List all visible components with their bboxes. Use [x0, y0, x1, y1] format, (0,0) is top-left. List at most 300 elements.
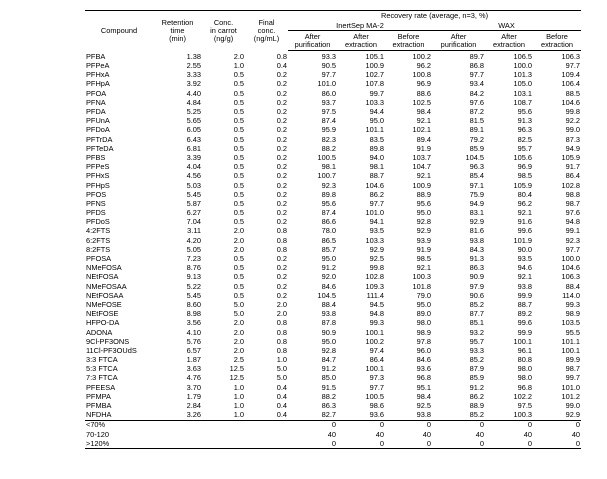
table-row [85, 51, 581, 62]
table-row [85, 181, 581, 190]
retention-time-cell: 5.45 [186, 290, 201, 300]
ma2-after-extraction-cell: 99.3 [369, 318, 384, 328]
summary-empty-cell [153, 420, 202, 430]
ma2-after-purification-cell: 91.2 [321, 263, 336, 273]
sub-label: purification [440, 39, 477, 49]
table-row [85, 364, 581, 373]
wax-after-extraction-cell: 100.1 [513, 336, 532, 346]
wax-after-extraction-cell: 96.3 [517, 125, 532, 135]
compound-cell: PFDoS [86, 217, 110, 227]
ma2-before-extraction-cell: 100.8 [412, 70, 431, 80]
ma2-after-purification-cell: 95.9 [321, 125, 336, 135]
compound-cell: NMeFOSA [86, 263, 122, 273]
final-conc-cell: 0.8 [276, 336, 287, 346]
conc-carrot-cell: 2.0 [233, 346, 244, 355]
ma2-after-extraction-cell: 104.6 [365, 180, 384, 190]
conc-carrot-cell: 2.0 [233, 51, 244, 61]
ma2-before-extraction-cell: 92.1 [416, 116, 431, 126]
subheader-ma2-before-extraction [385, 31, 432, 51]
retention-time-cell: 5.03 [186, 180, 201, 190]
wax-after-purification-cell: 85.9 [469, 373, 484, 383]
ma2-after-purification-cell: 92.3 [321, 180, 336, 190]
wax-after-purification-cell: 75.9 [469, 189, 484, 199]
compound-cell: PFBS [86, 153, 106, 162]
compound-cell: NEtFOSE [86, 309, 119, 319]
summary-empty-cell [245, 439, 288, 449]
wax-after-purification-cell: 93.4 [469, 79, 484, 89]
ma2-after-purification-cell: 93.7 [321, 97, 336, 107]
wax-before-extraction-cell: 92.9 [565, 410, 581, 420]
ma2-after-purification-cell: 84.6 [321, 281, 336, 291]
conc-carrot-cell: 0.5 [233, 199, 244, 208]
compound-cell: PFNA [86, 97, 106, 107]
summary-count-cell: 0 [337, 439, 385, 449]
table-row [85, 171, 581, 180]
table-row [85, 309, 581, 318]
table-row [85, 199, 581, 208]
compound-cell: PFTeDA [86, 143, 114, 153]
final-conc-cell: 0.2 [276, 162, 287, 172]
table-row [85, 116, 581, 125]
final-conc-cell: 0.2 [276, 281, 287, 291]
ma2-before-extraction-cell: 97.8 [416, 336, 431, 346]
compound-cell: 5:3 FTCA [86, 364, 118, 374]
final-conc-cell: 2.0 [276, 309, 287, 319]
retention-time-cell: 3.70 [186, 382, 201, 392]
wax-after-extraction-cell: 106.5 [513, 51, 532, 61]
ma2-after-extraction-cell: 102.8 [365, 272, 384, 282]
table-row [85, 236, 581, 245]
table-body [85, 51, 581, 449]
wax-after-purification-cell: 85.9 [469, 143, 484, 153]
retention-time-cell: 4.04 [186, 162, 201, 172]
wax-after-extraction-cell: 99.6 [517, 226, 532, 236]
ma2-after-extraction-cell: 97.7 [369, 382, 384, 392]
ma2-after-purification-cell: 88.2 [321, 391, 336, 401]
final-conc-cell: 0.2 [276, 171, 287, 181]
ma2-before-extraction-cell: 103.7 [412, 153, 431, 162]
summary-count-cell: 0 [432, 439, 485, 449]
header-conc-in-carrot [202, 11, 245, 51]
wax-after-extraction-cell: 95.6 [517, 107, 532, 117]
ma2-after-purification-cell: 86.0 [321, 88, 336, 98]
wax-after-extraction-cell: 100.0 [513, 61, 532, 71]
retention-time-cell: 8.98 [186, 309, 201, 319]
ma2-after-extraction-cell: 100.2 [365, 336, 384, 346]
ma2-after-extraction-cell: 94.8 [369, 309, 384, 319]
compound-cell: PFUnA [86, 116, 110, 126]
compound-cell: PFHpA [86, 79, 110, 89]
ma2-after-purification-cell: 88.4 [321, 300, 336, 309]
ma2-before-extraction-cell: 95.0 [416, 208, 431, 218]
wax-after-extraction-cell: 93.8 [517, 281, 532, 291]
final-conc-cell: 0.2 [276, 97, 287, 107]
ma2-before-extraction-cell: 96.2 [416, 61, 431, 71]
wax-before-extraction-cell: 88.5 [565, 88, 581, 98]
retention-time-cell: 1.79 [186, 391, 201, 401]
summary-empty-cell [245, 430, 288, 439]
header-group-wax: WAX [432, 22, 581, 31]
header-conc-line3: (ng/g) [213, 33, 234, 43]
summary-count-cell: 0 [533, 439, 581, 449]
table-row [85, 337, 581, 346]
retention-time-cell: 4.56 [186, 171, 201, 181]
wax-after-extraction-cell: 98.5 [517, 171, 532, 181]
compound-cell: NMeFOSAA [86, 281, 127, 291]
ma2-after-extraction-cell: 109.3 [365, 281, 384, 291]
sub-label: Before [546, 31, 568, 41]
ma2-before-extraction-cell: 95.6 [416, 199, 431, 208]
ma2-after-purification-cell: 82.7 [321, 410, 336, 420]
final-conc-cell: 0.2 [276, 116, 287, 126]
ma2-after-extraction-cell: 94.4 [369, 107, 384, 117]
table-row [85, 107, 581, 116]
wax-after-purification-cell: 90.9 [469, 272, 484, 282]
sub-label: purification [294, 39, 331, 49]
wax-after-purification-cell: 86.3 [469, 263, 484, 273]
table-row [85, 245, 581, 254]
ma2-after-purification-cell: 104.5 [317, 290, 336, 300]
subheader-ma2-after-extraction [337, 31, 385, 51]
wax-before-extraction-cell: 101.0 [561, 382, 581, 392]
wax-after-extraction-cell: 102.2 [513, 391, 532, 401]
wax-after-extraction-cell: 105.9 [513, 180, 532, 190]
ma2-before-extraction-cell: 95.1 [416, 382, 431, 392]
ma2-after-extraction-cell: 97.3 [369, 373, 384, 383]
final-conc-cell: 0.2 [276, 208, 287, 218]
conc-carrot-cell: 5.0 [233, 300, 244, 309]
table-row [85, 282, 581, 291]
summary-count-cell: 40 [475, 429, 484, 439]
wax-before-extraction-cell: 114.0 [562, 290, 581, 300]
summary-empty-cell [202, 439, 245, 449]
table-row [85, 217, 581, 226]
conc-carrot-cell: 0.5 [233, 254, 244, 264]
wax-before-extraction-cell: 109.4 [561, 70, 581, 80]
ma2-before-extraction-cell: 89.4 [416, 134, 431, 144]
summary-empty-cell [153, 430, 202, 439]
summary-count-cell: 40 [327, 429, 336, 439]
wax-after-extraction-cell: 92.1 [517, 208, 532, 218]
wax-after-purification-cell: 97.9 [469, 281, 484, 291]
header-final-conc [245, 11, 288, 51]
ma2-before-extraction-cell: 98.9 [416, 327, 431, 337]
ma2-before-extraction-cell: 96.0 [416, 346, 431, 355]
sub-label: After [353, 31, 369, 41]
wax-before-extraction-cell: 99.3 [565, 300, 581, 309]
ma2-after-extraction-cell: 98.1 [369, 162, 384, 172]
ma2-before-extraction-cell: 93.9 [416, 235, 431, 245]
wax-after-extraction-cell: 99.9 [517, 327, 532, 337]
retention-time-cell: 1.87 [186, 355, 201, 365]
retention-time-cell: 3.33 [186, 70, 201, 80]
ma2-after-purification-cell: 92.0 [321, 272, 336, 282]
ma2-after-purification-cell: 82.3 [321, 134, 336, 144]
ma2-after-purification-cell: 92.8 [321, 346, 336, 355]
summary-count-cell: 0 [432, 420, 485, 430]
retention-time-cell: 7.23 [186, 254, 201, 264]
final-conc-cell: 0.2 [276, 254, 287, 264]
wax-after-extraction-cell: 96.9 [517, 162, 532, 172]
final-conc-cell: 0.4 [276, 391, 287, 401]
ma2-after-extraction-cell: 95.0 [369, 116, 384, 126]
final-conc-cell: 0.2 [276, 263, 287, 273]
wax-after-extraction-cell: 82.5 [517, 134, 532, 144]
table-row [85, 291, 581, 300]
final-conc-cell: 0.4 [276, 410, 287, 420]
ma2-after-purification-cell: 78.0 [321, 226, 336, 236]
wax-before-extraction-cell: 92.2 [565, 116, 581, 126]
ma2-before-extraction-cell: 98.4 [416, 391, 431, 401]
compound-cell: 11Cl-PF3OUdS [86, 346, 137, 355]
ma2-after-extraction-cell: 105.1 [365, 51, 384, 61]
wax-before-extraction-cell: 95.5 [565, 327, 581, 337]
wax-after-purification-cell: 85.4 [469, 171, 484, 181]
ma2-after-extraction-cell: 103.3 [365, 235, 384, 245]
compound-cell: PFHxS [86, 171, 110, 181]
ma2-after-purification-cell: 91.2 [321, 364, 336, 374]
compound-cell: PFTrDA [86, 134, 113, 144]
ma2-after-extraction-cell: 99.7 [369, 88, 384, 98]
conc-carrot-cell: 2.0 [233, 336, 244, 346]
compound-cell: 9Cl-PF3ONS [86, 336, 130, 346]
wax-after-extraction-cell: 80.4 [517, 189, 532, 199]
summary-count-cell: 0 [485, 420, 533, 430]
table-row [85, 162, 581, 171]
final-conc-cell: 0.2 [276, 217, 287, 227]
conc-carrot-cell: 1.0 [233, 382, 244, 392]
compound-cell: ADONA [86, 327, 113, 337]
wax-before-extraction-cell: 89.9 [565, 355, 581, 365]
table-row [85, 227, 581, 236]
conc-carrot-cell: 0.5 [233, 79, 244, 89]
wax-before-extraction-cell: 91.7 [565, 162, 581, 172]
summary-count-cell: 0 [337, 420, 385, 430]
ma2-before-extraction-cell: 89.0 [416, 309, 431, 319]
compound-cell: 6:2FTS [86, 235, 111, 245]
ma2-after-extraction-cell: 88.7 [369, 171, 384, 181]
wax-before-extraction-cell: 98.7 [565, 199, 581, 208]
wax-after-purification-cell: 89.1 [469, 125, 484, 135]
final-conc-cell: 0.2 [276, 79, 287, 89]
ma2-after-purification-cell: 86.6 [321, 217, 336, 227]
summary-label: >120% [85, 439, 153, 449]
ma2-after-extraction-cell: 101.1 [365, 125, 384, 135]
retention-time-cell: 3.11 [187, 226, 201, 236]
wax-before-extraction-cell: 100.0 [561, 254, 581, 264]
ma2-before-extraction-cell: 91.9 [416, 143, 431, 153]
ma2-after-extraction-cell: 103.3 [365, 97, 384, 107]
final-conc-cell: 0.2 [276, 290, 287, 300]
table-row [85, 273, 581, 282]
ma2-before-extraction-cell: 93.6 [416, 364, 431, 374]
sub-label: After [501, 31, 517, 41]
wax-after-purification-cell: 87.7 [469, 309, 484, 319]
compound-cell: PFOS [86, 189, 107, 199]
retention-time-cell: 6.27 [186, 208, 201, 218]
retention-time-cell: 6.57 [186, 346, 201, 355]
final-conc-cell: 0.2 [276, 107, 287, 117]
conc-carrot-cell: 0.5 [233, 70, 244, 80]
recovery-table-container [85, 10, 581, 449]
wax-before-extraction-cell: 106.4 [561, 79, 581, 89]
ma2-before-extraction-cell: 100.2 [412, 51, 431, 61]
final-conc-cell: 0.2 [276, 199, 287, 208]
summary-count-cell: 40 [571, 429, 581, 439]
conc-carrot-cell: 0.5 [233, 143, 244, 153]
wax-before-extraction-cell: 106.3 [561, 272, 581, 282]
ma2-after-extraction-cell: 83.5 [369, 134, 384, 144]
table-row [85, 70, 581, 79]
wax-before-extraction-cell: 97.7 [565, 244, 581, 254]
ma2-after-purification-cell: 89.8 [321, 189, 336, 199]
table-row [85, 190, 581, 199]
wax-after-purification-cell: 92.9 [469, 217, 484, 227]
retention-time-cell: 6.43 [186, 134, 201, 144]
compound-cell: PFMBA [86, 401, 112, 411]
ma2-after-purification-cell: 86.5 [321, 235, 336, 245]
final-conc-cell: 0.2 [276, 153, 287, 162]
wax-after-purification-cell: 91.2 [469, 382, 484, 392]
header-conc-line1: Conc. [213, 18, 234, 28]
ma2-before-extraction-cell: 104.7 [412, 162, 431, 172]
wax-after-extraction-cell: 96.8 [517, 382, 532, 392]
retention-time-cell: 3.56 [186, 318, 201, 328]
wax-before-extraction-cell: 92.3 [565, 235, 581, 245]
wax-after-purification-cell: 91.3 [469, 254, 484, 264]
retention-time-cell: 4.10 [186, 327, 201, 337]
wax-before-extraction-cell: 104.6 [561, 97, 581, 107]
retention-time-cell: 5.22 [186, 281, 201, 291]
wax-after-purification-cell: 97.1 [469, 180, 484, 190]
ma2-after-purification-cell: 100.5 [317, 153, 336, 162]
ma2-after-extraction-cell: 94.5 [369, 300, 384, 309]
ma2-after-extraction-cell: 92.5 [369, 254, 384, 264]
header-retention-line1: Retention [161, 18, 194, 28]
header-retention-line2: time [170, 25, 185, 35]
wax-after-extraction-cell: 98.0 [517, 364, 532, 374]
table-row [85, 80, 581, 89]
summary-count-cell: 0 [288, 439, 337, 449]
ma2-after-extraction-cell: 98.6 [369, 401, 384, 411]
wax-after-purification-cell: 85.2 [469, 300, 484, 309]
retention-time-cell: 4.84 [186, 97, 201, 107]
retention-time-cell: 5.87 [186, 199, 201, 208]
header-retention-time [153, 11, 202, 51]
table-row [85, 98, 581, 107]
summary-row [85, 420, 581, 430]
ma2-after-extraction-cell: 86.2 [369, 189, 384, 199]
subheader-wax-after-purification [432, 31, 485, 51]
compound-cell: PFNS [86, 199, 106, 208]
compound-cell: PFDS [86, 208, 106, 218]
compound-cell: 8:2FTS [86, 244, 111, 254]
wax-after-purification-cell: 97.6 [469, 97, 484, 107]
ma2-before-extraction-cell: 92.9 [416, 226, 431, 236]
final-conc-cell: 0.8 [276, 51, 287, 61]
wax-after-purification-cell: 81.5 [469, 116, 484, 126]
subheader-ma2-after-purification [288, 31, 337, 51]
wax-after-purification-cell: 84.3 [469, 244, 484, 254]
retention-time-cell: 8.76 [186, 263, 201, 273]
ma2-after-purification-cell: 85.7 [321, 244, 336, 254]
wax-before-extraction-cell: 99.7 [565, 373, 581, 383]
ma2-before-extraction-cell: 95.0 [416, 300, 431, 309]
ma2-after-extraction-cell: 100.5 [365, 391, 384, 401]
compound-cell: PFDoA [86, 125, 110, 135]
final-conc-cell: 0.8 [276, 346, 287, 355]
header-final-line1: Final [258, 18, 275, 28]
table-row [85, 392, 581, 401]
wax-after-purification-cell: 83.1 [469, 208, 484, 218]
wax-after-extraction-cell: 103.1 [513, 88, 532, 98]
ma2-after-extraction-cell: 93.6 [369, 410, 384, 420]
wax-before-extraction-cell: 101.2 [561, 391, 581, 401]
wax-before-extraction-cell: 86.4 [565, 171, 581, 181]
ma2-after-extraction-cell: 99.8 [369, 263, 384, 273]
ma2-before-extraction-cell: 93.8 [416, 410, 431, 420]
wax-before-extraction-cell: 99.0 [565, 125, 581, 135]
wax-after-purification-cell: 85.2 [469, 410, 484, 420]
retention-time-cell: 7.04 [186, 217, 201, 227]
wax-before-extraction-cell: 98.8 [565, 189, 581, 199]
ma2-after-extraction-cell: 89.8 [369, 143, 384, 153]
final-conc-cell: 0.2 [276, 143, 287, 153]
conc-carrot-cell: 0.5 [233, 189, 244, 199]
conc-carrot-cell: 0.5 [233, 171, 244, 181]
wax-after-extraction-cell: 105.6 [513, 153, 532, 162]
conc-carrot-cell: 0.5 [233, 88, 244, 98]
sub-label: extraction [392, 39, 425, 49]
ma2-before-extraction-cell: 84.6 [416, 355, 431, 365]
ma2-after-purification-cell: 95.6 [321, 199, 336, 208]
wax-before-extraction-cell: 106.3 [561, 51, 581, 61]
table-row [85, 318, 581, 327]
final-conc-cell: 2.0 [276, 300, 287, 309]
conc-carrot-cell: 0.5 [233, 290, 244, 300]
ma2-after-purification-cell: 91.5 [321, 382, 336, 392]
ma2-after-purification-cell: 97.7 [321, 70, 336, 80]
compound-cell: PFPeA [86, 61, 110, 71]
summary-count-cell: 0 [485, 439, 533, 449]
wax-before-extraction-cell: 98.9 [565, 309, 581, 319]
compound-cell: NEtFOSAA [86, 290, 124, 300]
compound-cell: 4:2FTS [86, 226, 111, 236]
header-final-line2: conc. [257, 25, 276, 35]
ma2-before-extraction-cell: 96.8 [416, 373, 431, 383]
retention-time-cell: 3.26 [186, 410, 201, 420]
conc-carrot-cell: 0.5 [233, 217, 244, 227]
wax-after-purification-cell: 79.2 [469, 134, 484, 144]
retention-time-cell: 5.65 [186, 116, 201, 126]
table-row [85, 263, 581, 272]
header-conc-line2: in carrot [210, 25, 237, 35]
summary-empty-cell [202, 430, 245, 439]
compound-cell: NMeFOSE [86, 300, 122, 309]
retention-time-cell: 3.92 [186, 79, 201, 89]
wax-after-purification-cell: 87.2 [469, 107, 484, 117]
wax-after-extraction-cell: 91.3 [517, 116, 532, 126]
table-row [85, 410, 581, 420]
ma2-after-extraction-cell: 100.1 [365, 364, 384, 374]
summary-empty-cell [202, 420, 245, 430]
wax-after-purification-cell: 86.2 [469, 391, 484, 401]
wax-before-extraction-cell: 101.1 [561, 336, 581, 346]
conc-carrot-cell: 2.0 [233, 244, 244, 254]
summary-empty-cell [245, 420, 288, 430]
summary-label: 70-120 [86, 429, 110, 439]
wax-after-purification-cell: 93.2 [469, 327, 484, 337]
